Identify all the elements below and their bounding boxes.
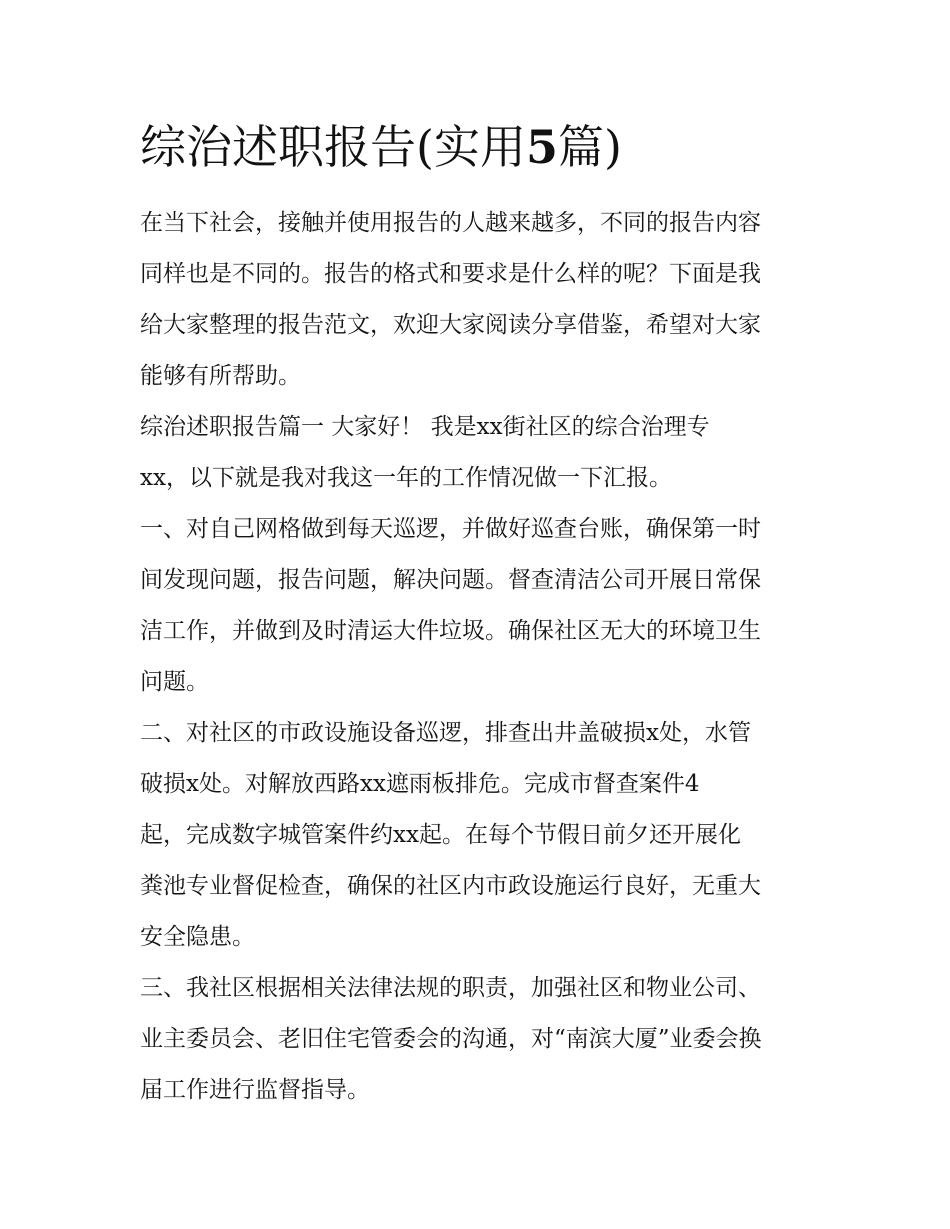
text-line: 间发现问题，报告问题，解决问题。督查清洁公司开展日常保 [140, 567, 761, 593]
text-line: 问题。 [140, 669, 209, 695]
title-suffix: 篇) [557, 120, 622, 174]
text-line: 三、我社区根据相关法律法规的职责，加强社区和物业公司、 [140, 975, 761, 1001]
text-line: 同样也是不同的。报告的格式和要求是什么样的呢？下面是我 [140, 261, 761, 287]
text-line: 起，完成数字城管案件约xx起。在每个节假日前夕还开展化 [140, 822, 741, 848]
text-line: 届工作进行监督指导。 [140, 1077, 370, 1103]
text-line: 一、对自己网格做到每天巡逻，并做好巡查台账，确保第一时 [140, 516, 761, 542]
text-line: 给大家整理的报告范文，欢迎大家阅读分享借鉴，希望对大家 [140, 312, 761, 338]
text-line: 安全隐患。 [140, 924, 255, 950]
text-line: 粪池专业督促检查，确保的社区内市政设施运行良好，无重大 [140, 873, 761, 899]
document-title [140, 112, 622, 182]
text-line: xx，以下就是我对我这一年的工作情况做一下汇报。 [140, 465, 672, 491]
title-prefix: 综治述职报告(实用 [140, 120, 526, 174]
text-line: 洁工作，并做到及时清运大件垃圾。确保社区无大的环境卫生 [140, 618, 761, 644]
document-body [140, 198, 820, 1116]
text-line: 在当下社会，接触并使用报告的人越来越多，不同的报告内容 [140, 210, 761, 236]
text-line: 二、对社区的市政设施设备巡逻，排查出井盖破损x处，水管 [140, 720, 751, 746]
title-number: 5 [525, 120, 558, 174]
text-line: 综治述职报告篇一 大家好！ 我是xx街社区的综合治理专 [140, 414, 710, 440]
text-line: 破损x处。对解放西路xx遮雨板排危。完成市督查案件4 [140, 771, 700, 797]
text-line: 业主委员会、老旧住宅管委会的沟通，对“南滨大厦”业委会换 [140, 1026, 762, 1052]
text-line: 能够有所帮助。 [140, 363, 301, 389]
